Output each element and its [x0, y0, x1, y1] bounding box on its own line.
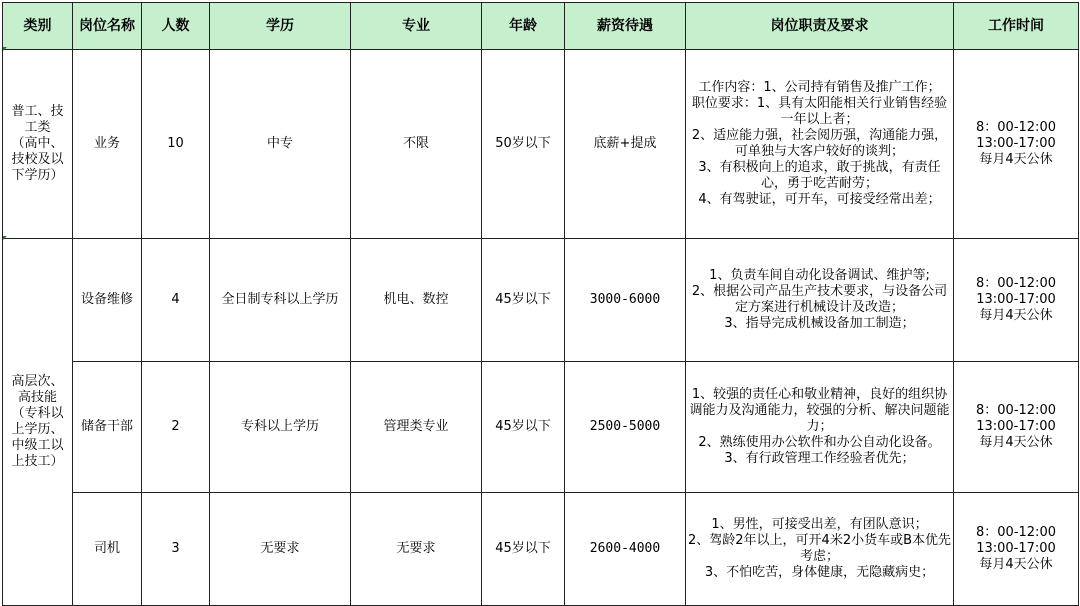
salary-cell: 2500-5000	[565, 362, 686, 493]
salary-cell: 3000-6000	[565, 239, 686, 362]
position-cell: 业务	[73, 50, 142, 239]
work-time-cell: 8：00-12:00 13:00-17:00 每月4天公休	[954, 493, 1079, 606]
major-cell: 管理类专业	[351, 362, 482, 493]
work-time-cell: 8：00-12:00 13:00-17:00 每月4天公休	[954, 50, 1079, 239]
header-row	[3, 3, 1079, 50]
major-cell: 机电、数控	[351, 239, 482, 362]
major-cell: 无要求	[351, 493, 482, 606]
count-cell: 3	[142, 493, 210, 606]
count-cell: 4	[142, 239, 210, 362]
work-time-cell: 8：00-12:00 13:00-17:00 每月4天公休	[954, 239, 1079, 362]
header-position: 岗位名称	[73, 3, 142, 50]
education-cell: 全日制专科以上学历	[210, 239, 351, 362]
duties-cell: 1、负责车间自动化设备调试、维护等; 2、根据公司产品生产技术要求，与设备公司定方案进行机械设计及改造； 3、指导完成机械设备加工制造；	[686, 239, 954, 362]
age-cell: 45岁以下	[482, 362, 565, 493]
count-cell: 2	[142, 362, 210, 493]
header-major: 专业	[351, 3, 482, 50]
job-listing-table	[2, 2, 1079, 606]
salary-cell: 2600-4000	[565, 493, 686, 606]
salary-cell: 底薪+提成	[565, 50, 686, 239]
header-age: 年龄	[482, 3, 565, 50]
header-duties: 岗位职责及要求	[686, 3, 954, 50]
header-salary: 薪资待遇	[565, 3, 686, 50]
header-work-time: 工作时间	[954, 3, 1079, 50]
education-cell: 无要求	[210, 493, 351, 606]
age-cell: 50岁以下	[482, 50, 565, 239]
position-cell: 储备干部	[73, 362, 142, 493]
duties-cell: 1、男性，可接受出差，有团队意识； 2、驾龄2年以上，可开4米2小货车或B本优先考虑； 3、不怕吃苦，身体健康，无隐藏病史；	[686, 493, 954, 606]
count-cell: 10	[142, 50, 210, 239]
age-cell: 45岁以下	[482, 493, 565, 606]
header-category: 类别	[3, 3, 73, 50]
table-row	[3, 239, 1079, 362]
position-cell: 司机	[73, 493, 142, 606]
header-count: 人数	[142, 3, 210, 50]
header-education: 学历	[210, 3, 351, 50]
major-cell: 不限	[351, 50, 482, 239]
cell-comment-marker-icon	[3, 236, 7, 240]
table-row	[3, 493, 1079, 606]
position-cell: 设备维修	[73, 239, 142, 362]
duties-cell: 1、较强的责任心和敬业精神，良好的组织协调能力及沟通能力，较强的分析、解决问题能力； 2、熟练使用办公软件和办公自动化设备。 3、有行政管理工作经验者优先；	[686, 362, 954, 493]
work-time-cell: 8：00-12:00 13:00-17:00 每月4天公休	[954, 362, 1079, 493]
age-cell: 45岁以下	[482, 239, 565, 362]
category-cell: 高层次、 高技能 （专科以 上学历、 中级工以 上技工）	[3, 239, 73, 606]
table-row	[3, 362, 1079, 493]
category-cell: 普工、技 工类 （高中、 技校及以 下学历）	[3, 50, 73, 239]
table-row	[3, 50, 1079, 239]
education-cell: 中专	[210, 50, 351, 239]
duties-cell: 工作内容：1、公司持有销售及推广工作； 职位要求：1、具有太阳能相关行业销售经验一年以上者； 2、适应能力强，社会阅历强，沟通能力强，可单独与大客户较好的谈判； 3、有积极向上的追求，敢于挑战，有责任心，勇于吃苦耐劳； 4、有驾驶证，可开车，可接受经常出差；	[686, 50, 954, 239]
education-cell: 专科以上学历	[210, 362, 351, 493]
cell-comment-marker-icon	[3, 47, 7, 51]
